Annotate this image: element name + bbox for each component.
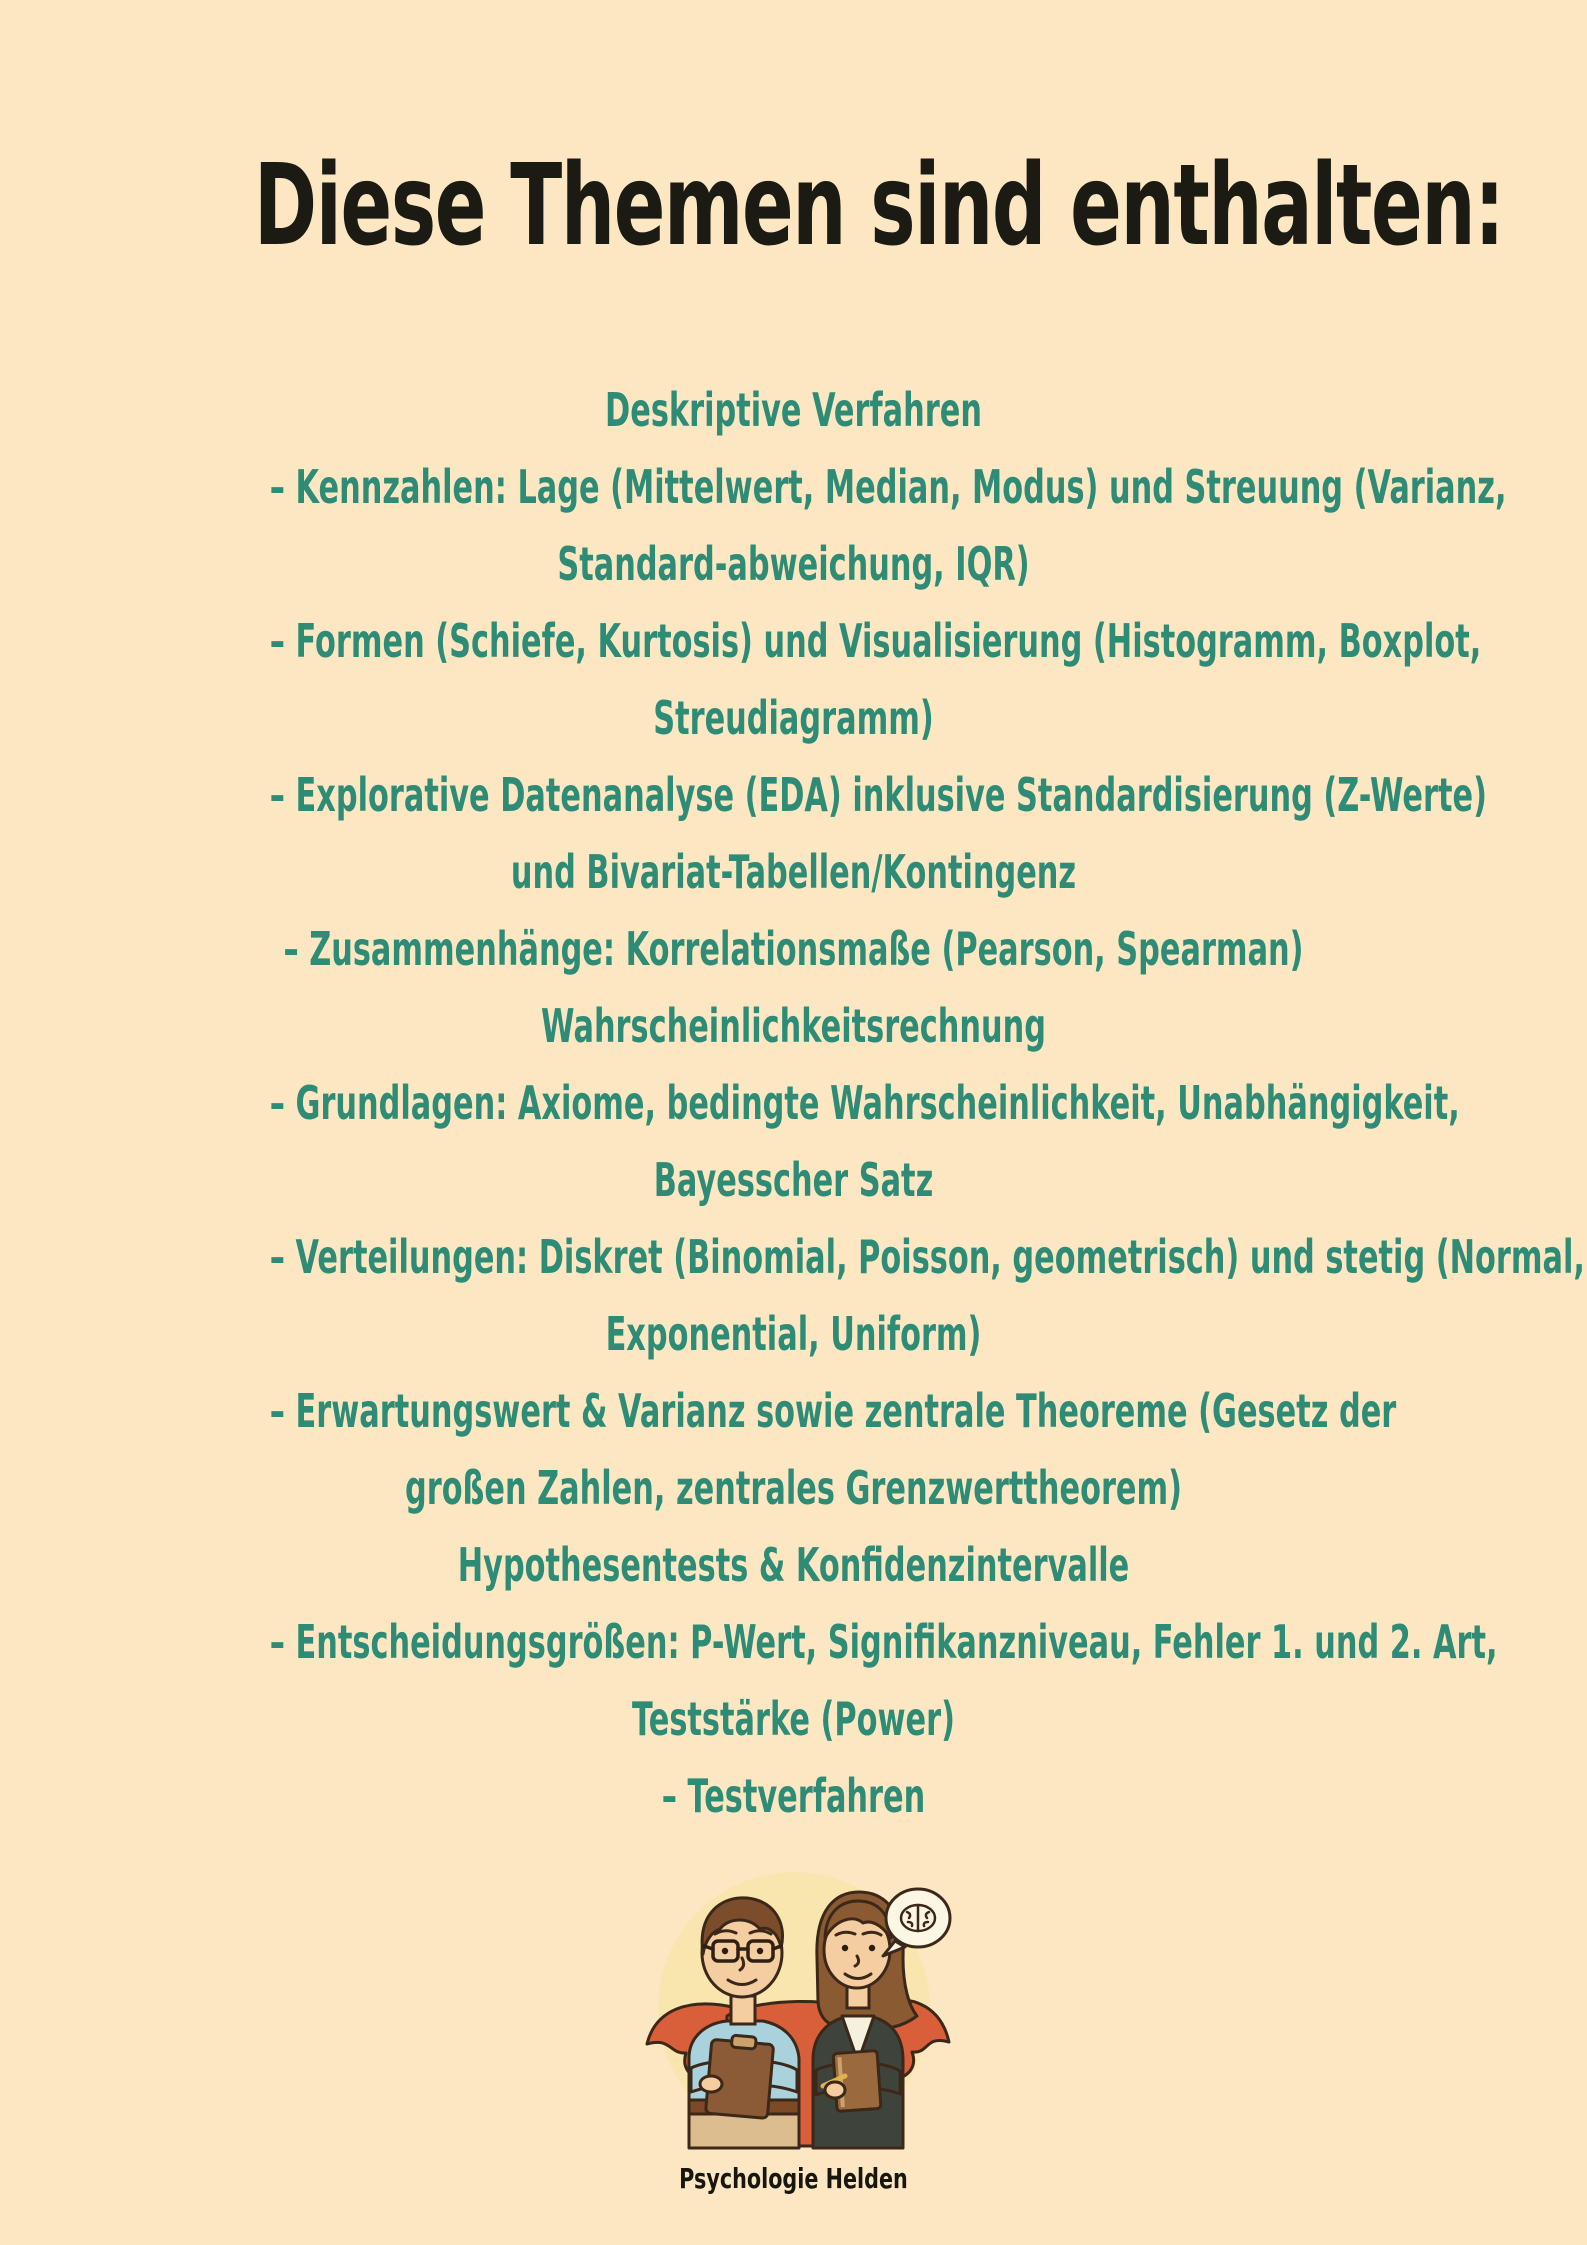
topic-line: – Kennzahlen: Lage (Mittelwert, Median, Modus) und Streuung (Varianz, (269, 460, 1507, 514)
brand-logo (0, 1856, 1587, 2195)
topic-line: Standard-abweichung, IQR) (557, 537, 1030, 591)
hand (700, 2076, 722, 2092)
eye (868, 1945, 874, 1951)
eye (721, 1948, 727, 1954)
hand (825, 2082, 845, 2098)
topic-line: – Explorative Datenanalyse (EDA) inklusive Standardisierung (Z-Werte) (269, 768, 1487, 822)
topic-line: Deskriptive Verfahren (605, 383, 982, 437)
brand-name: Psychologie Helden (679, 2162, 908, 2195)
topic-line: und Bivariat-Tabellen/Kontingenz (510, 845, 1077, 899)
speech-bubble (883, 1889, 950, 1956)
topic-line: Exponential, Uniform) (605, 1307, 982, 1361)
neck (731, 1996, 755, 2024)
topic-line: Hypothesentests & Konfidenzintervalle (457, 1538, 1130, 1592)
topic-line: – Zusammenhänge: Korrelationsmaße (Pearson, Spearman) (283, 922, 1304, 976)
topic-line: – Entscheidungsgrößen: P-Wert, Signifikanzniveau, Fehler 1. und 2. Art, (269, 1615, 1498, 1669)
topic-line: großen Zahlen, zentrales Grenzwerttheorem) (404, 1461, 1183, 1515)
topic-line: Wahrscheinlichkeitsrechnung (541, 999, 1046, 1053)
topic-line: – Formen (Schiefe, Kurtosis) und Visualisierung (Histogramm, Boxplot, (269, 614, 1482, 668)
topic-line: Bayesscher Satz (653, 1153, 934, 1207)
topic-line: – Testverfahren (661, 1769, 926, 1823)
book (833, 2051, 881, 2112)
topic-line: – Verteilungen: Diskret (Binomial, Poisson, geometrisch) und stetig (Normal, (269, 1230, 1585, 1284)
eye (756, 1948, 762, 1954)
topic-line: Teststärke (Power) (632, 1692, 955, 1746)
eye (841, 1945, 847, 1951)
topic-line: – Erwartungswert & Varianz sowie zentrale Theoreme (Gesetz der (269, 1384, 1397, 1438)
topic-line: Streudiagramm) (653, 691, 934, 745)
page-title: Diese Themen sind enthalten: (253, 141, 1504, 271)
heroes-illustration (629, 1856, 959, 2156)
topics-list (269, 372, 1585, 1835)
topic-line: – Grundlagen: Axiome, bedingte Wahrscheinlichkeit, Unabhängigkeit, (269, 1076, 1460, 1130)
